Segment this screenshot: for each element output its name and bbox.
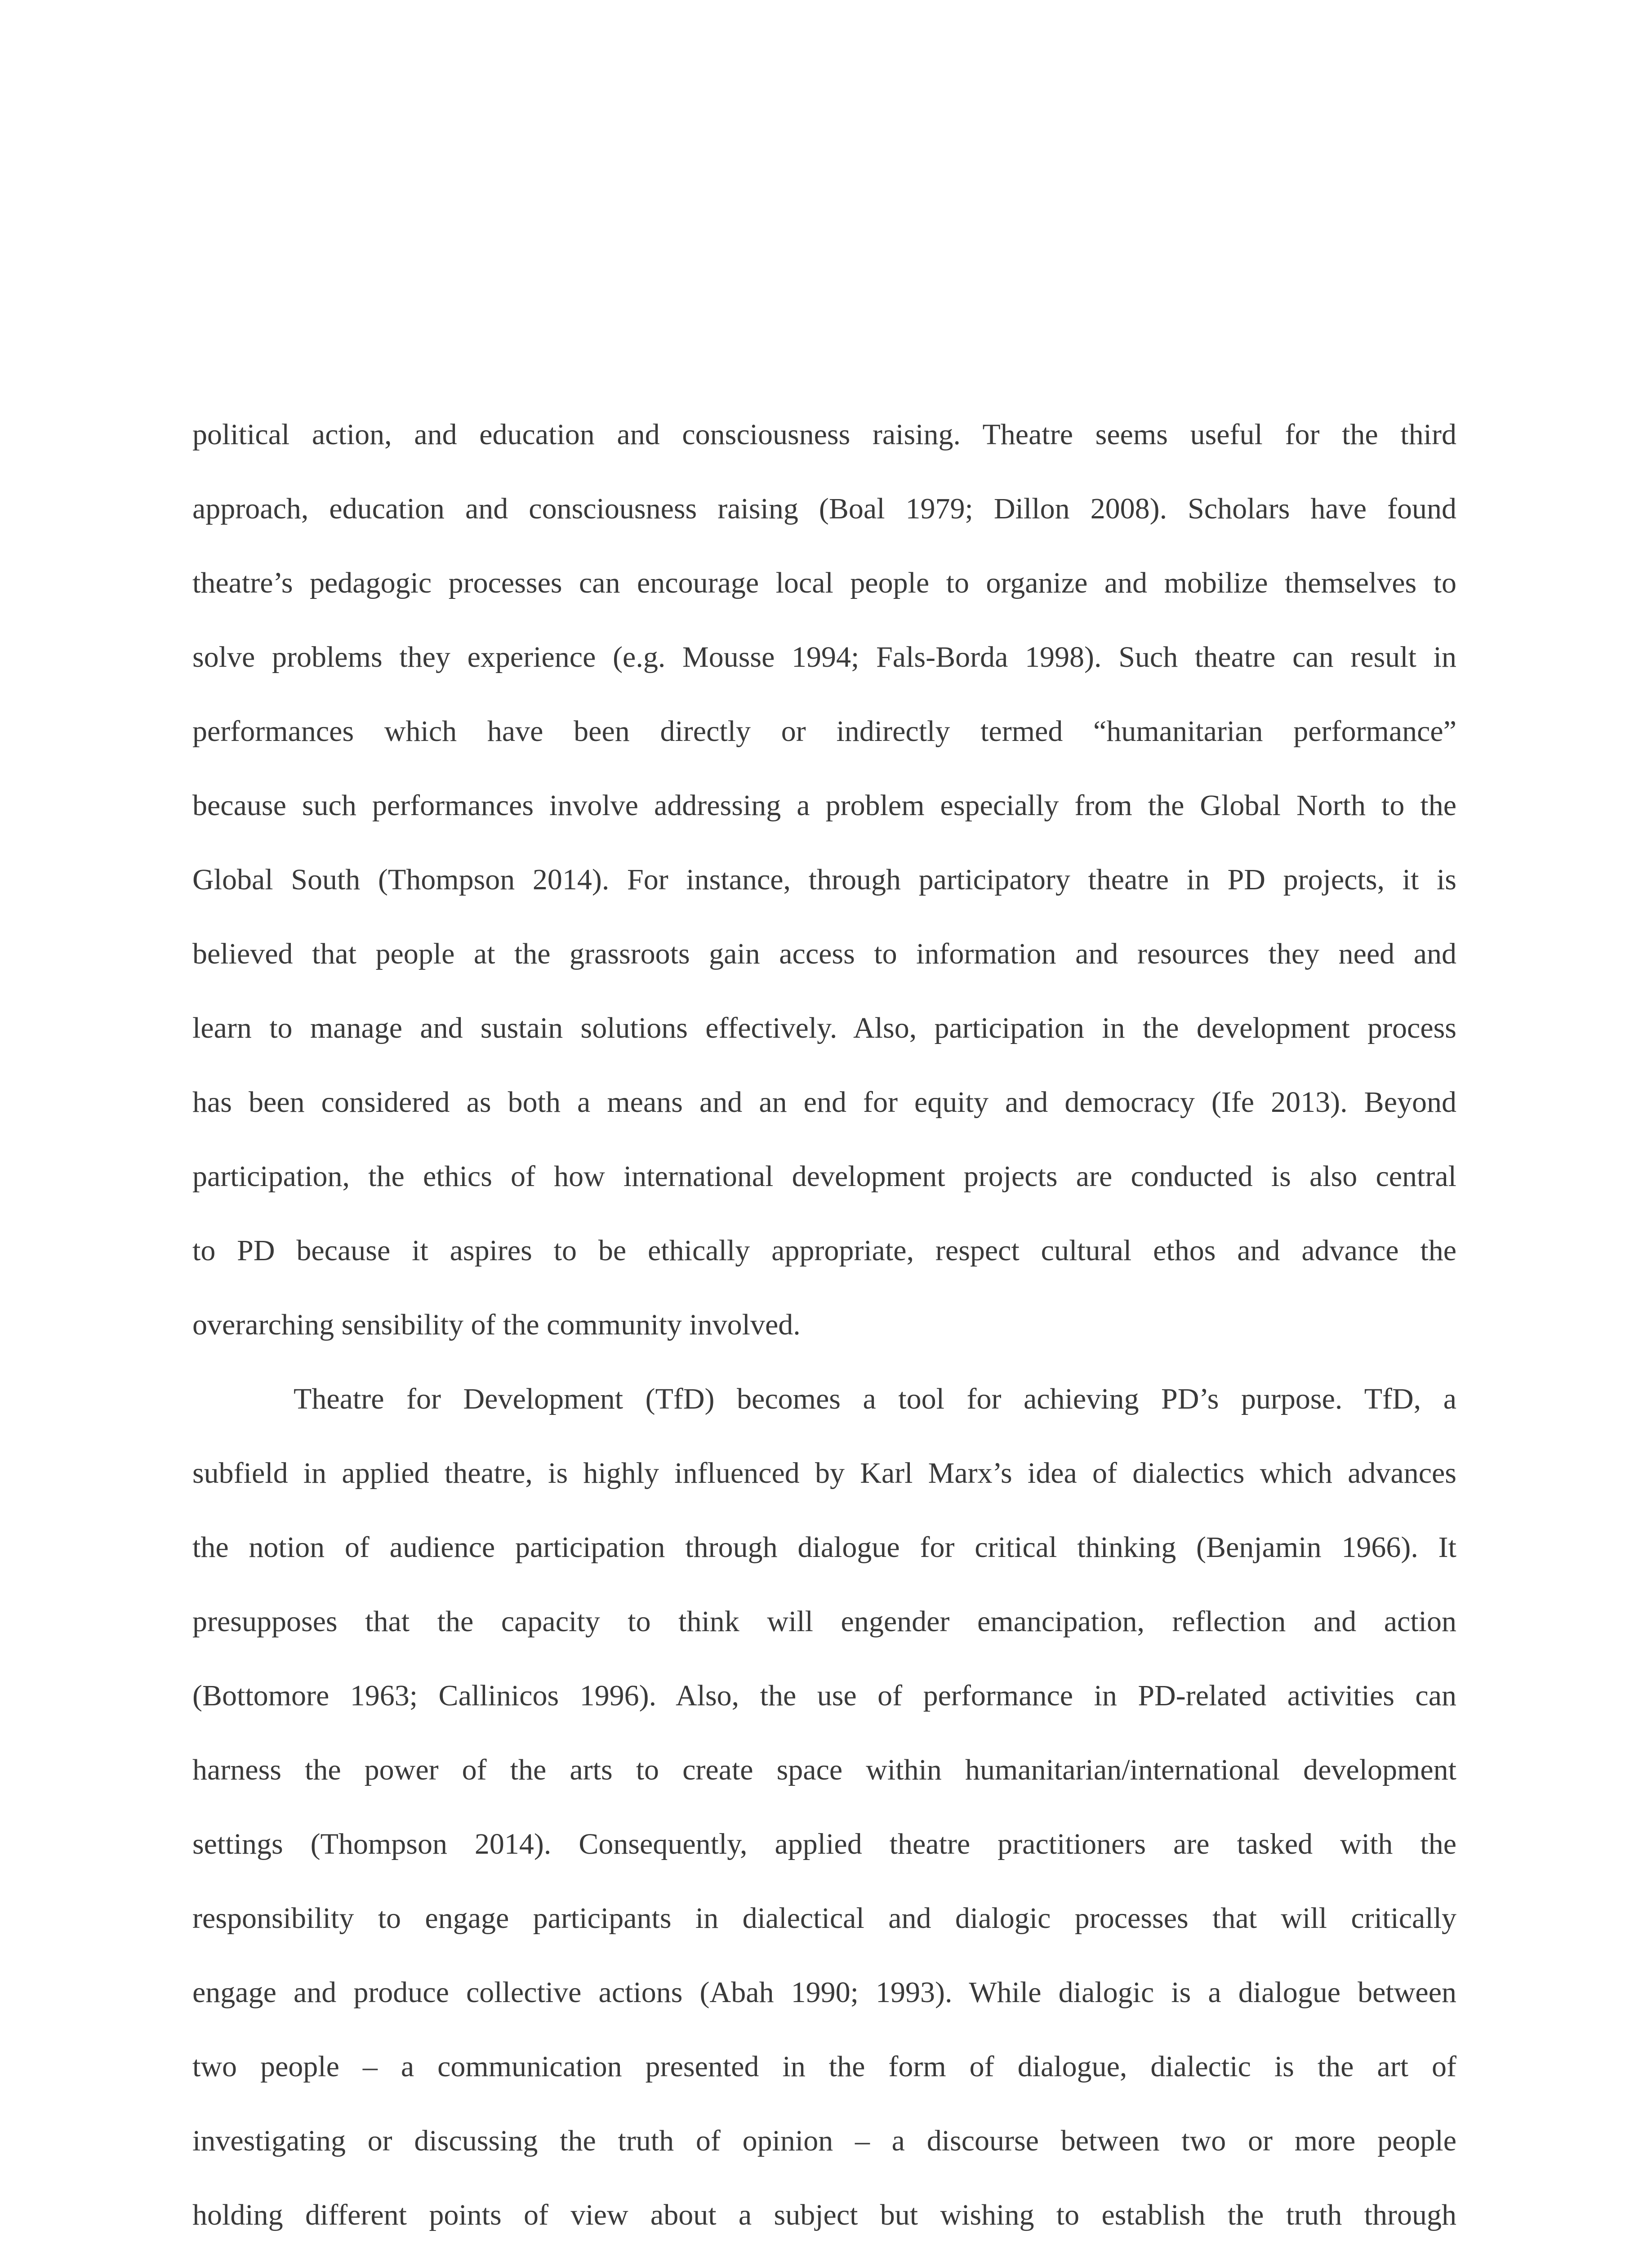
paragraph-2	[192, 1362, 1456, 2248]
text-line: because such performances involve addressing a problem especially from the Global North to the	[192, 789, 1456, 822]
text-line: the notion of audience participation through dialogue for critical thinking (Benjamin 1966). It	[192, 1531, 1456, 1564]
text-line: performances which have been directly or indirectly termed “humanitarian performance”	[192, 715, 1456, 748]
text-line: Theatre for Development (TfD) becomes a tool for achieving PD’s purpose. TfD, a	[294, 1383, 1456, 1415]
text-line: participation, the ethics of how international development projects are conducted is also central	[192, 1160, 1456, 1193]
text-line: settings (Thompson 2014). Consequently, applied theatre practitioners are tasked with the	[192, 1828, 1456, 1860]
text-line: political action, and education and consciousness raising. Theatre seems useful for the third	[192, 418, 1456, 451]
text-line: learn to manage and sustain solutions effectively. Also, participation in the development process	[192, 1012, 1456, 1044]
text-line: (Bottomore 1963; Callinicos 1996). Also, the use of performance in PD-related activities can	[192, 1679, 1456, 1712]
text-line: investigating or discussing the truth of opinion – a discourse between two or more people	[192, 2124, 1456, 2157]
text-line: to PD because it aspires to be ethically appropriate, respect cultural ethos and advance the	[192, 1234, 1456, 1267]
text-line: presupposes that the capacity to think will engender emancipation, reflection and action	[192, 1605, 1456, 1638]
text-line: subfield in applied theatre, is highly influenced by Karl Marx’s idea of dialectics which advances	[192, 1457, 1456, 1490]
text-line: overarching sensibility of the community involved.	[192, 1308, 801, 1341]
text-line: harness the power of the arts to create space within humanitarian/international development	[192, 1753, 1456, 1786]
text-line: approach, education and consciousness raising (Boal 1979; Dillon 2008). Scholars have found	[192, 492, 1456, 525]
text-line: engage and produce collective actions (Abah 1990; 1993). While dialogic is a dialogue between	[192, 1976, 1456, 2009]
paragraph-1	[192, 397, 1456, 1362]
text-line: theatre’s pedagogic processes can encourage local people to organize and mobilize themselves to	[192, 566, 1456, 599]
text-line: Global South (Thompson 2014). For instance, through participatory theatre in PD projects, it is	[192, 863, 1456, 896]
text-line: two people – a communication presented in the form of dialogue, dialectic is the art of	[192, 2050, 1456, 2083]
text-line: holding different points of view about a subject but wishing to establish the truth through	[192, 2199, 1456, 2231]
text-line: responsibility to engage participants in dialectical and dialogic processes that will critically	[192, 1902, 1456, 1935]
text-line: solve problems they experience (e.g. Mousse 1994; Fals-Borda 1998). Such theatre can result in	[192, 641, 1456, 674]
body-text	[192, 397, 1456, 2248]
text-line: believed that people at the grassroots gain access to information and resources they need and	[192, 937, 1456, 970]
text-line: has been considered as both a means and an end for equity and democracy (Ife 2013). Beyond	[192, 1086, 1456, 1119]
